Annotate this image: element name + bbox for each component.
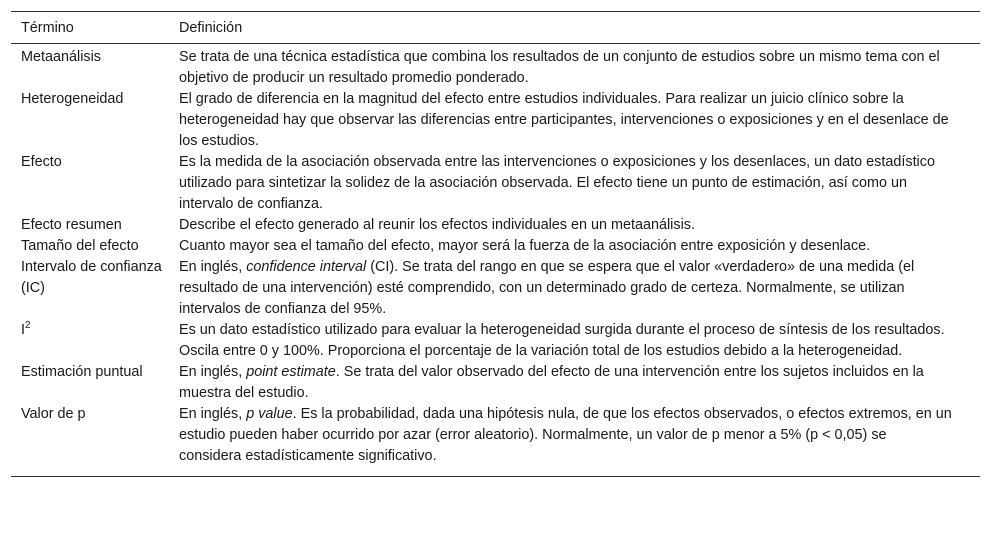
definition-text: Describe el efecto generado al reunir los efectos individuales en un metaanálisis. — [179, 217, 695, 233]
table-row — [11, 362, 980, 404]
table-row — [11, 320, 980, 362]
term-cell: Heterogeneidad — [21, 91, 124, 107]
term-cell: Metaanálisis — [21, 49, 101, 65]
table-row — [11, 236, 980, 257]
header-row — [11, 12, 980, 44]
definition-text: Cuanto mayor sea el tamaño del efecto, mayor será la fuerza de la asociación entre exposición y desenlace. — [179, 238, 871, 254]
english-term: point estimate — [246, 364, 336, 380]
definition-cell — [179, 362, 980, 404]
definition-cell — [179, 236, 980, 257]
header-term: Término — [11, 12, 179, 44]
term-cell — [11, 320, 179, 362]
definition-text: Se trata de una técnica estadística que combina los resultados de un conjunto de estudios sobre un mismo tema con el objetivo de producir un resultado promedio ponderado. — [179, 49, 940, 86]
definition-prefix: En inglés, — [179, 259, 247, 275]
definition-text: . Se trata del valor observado del efecto de una intervención entre los sujetos incluidos en la muestra del estudio. — [179, 364, 924, 401]
definition-cell — [179, 152, 980, 215]
term-cell: Efecto — [21, 154, 62, 170]
definition-prefix: En inglés, — [179, 406, 247, 422]
table-row — [11, 257, 980, 320]
table-row — [11, 44, 980, 90]
term-cell: Estimación puntual — [21, 364, 143, 380]
table-row — [11, 215, 980, 236]
definition-prefix: En inglés, — [179, 364, 247, 380]
definition-cell — [179, 89, 980, 152]
definition-cell — [179, 215, 980, 236]
definition-cell — [179, 257, 980, 320]
english-term: p value — [246, 406, 293, 422]
table-body — [11, 44, 980, 477]
definition-text: Es un dato estadístico utilizado para evaluar la heterogeneidad surgida durante el proceso de síntesis de los resultados. Oscila entre 0 y 100%. Proporciona el porcentaje de la variación total de los estudios debido a la heterogeneidad. — [179, 322, 945, 359]
header-definition: Definición — [179, 12, 980, 44]
term-cell: Intervalo de confianza (IC) — [21, 259, 162, 296]
term-cell: Tamaño del efecto — [21, 238, 139, 254]
definition-cell — [179, 404, 980, 477]
glossary-table — [11, 11, 980, 477]
term-text: I — [21, 322, 25, 338]
table-row — [11, 152, 980, 215]
definition-text: (CI). Se trata del rango en que se espera que el valor «verdadero» de una medida (el resultado de una intervención) esté comprendido, con un determinado grado de certeza. Normalmente, se utilizan intervalos de confianza del 95%. — [179, 259, 915, 317]
english-term: confidence interval — [246, 259, 367, 275]
term-cell: Efecto resumen — [21, 217, 122, 233]
table-row — [11, 89, 980, 152]
term-cell: Valor de p — [11, 404, 179, 477]
definition-cell — [179, 44, 980, 90]
table-header — [11, 12, 980, 44]
definition-text: . Es la probabilidad, dada una hipótesis nula, de que los efectos observados, o efectos extremos, en un estudio pueden haber ocurrido por azar (error aleatorio). Normalmente, un valor de p menor a 5% (p < 0,05) se considera estadísticamente significativo. — [179, 406, 952, 464]
definition-text: El grado de diferencia en la magnitud del efecto entre estudios individuales. Para realizar un juicio clínico sobre la heterogeneidad hay que observar las diferencias entre participantes, intervenciones o exposiciones y en el desenlace de los estudios. — [179, 91, 949, 149]
table-row — [11, 404, 980, 477]
definition-cell — [179, 320, 980, 362]
term-superscript: 2 — [25, 320, 31, 332]
definition-text: Es la medida de la asociación observada entre las intervenciones o exposiciones y los desenlaces, un dato estadístico utilizado para sintetizar la solidez de la asociación observada. El efecto tiene un punto de estimación, así como un intervalo de confianza. — [179, 154, 935, 212]
